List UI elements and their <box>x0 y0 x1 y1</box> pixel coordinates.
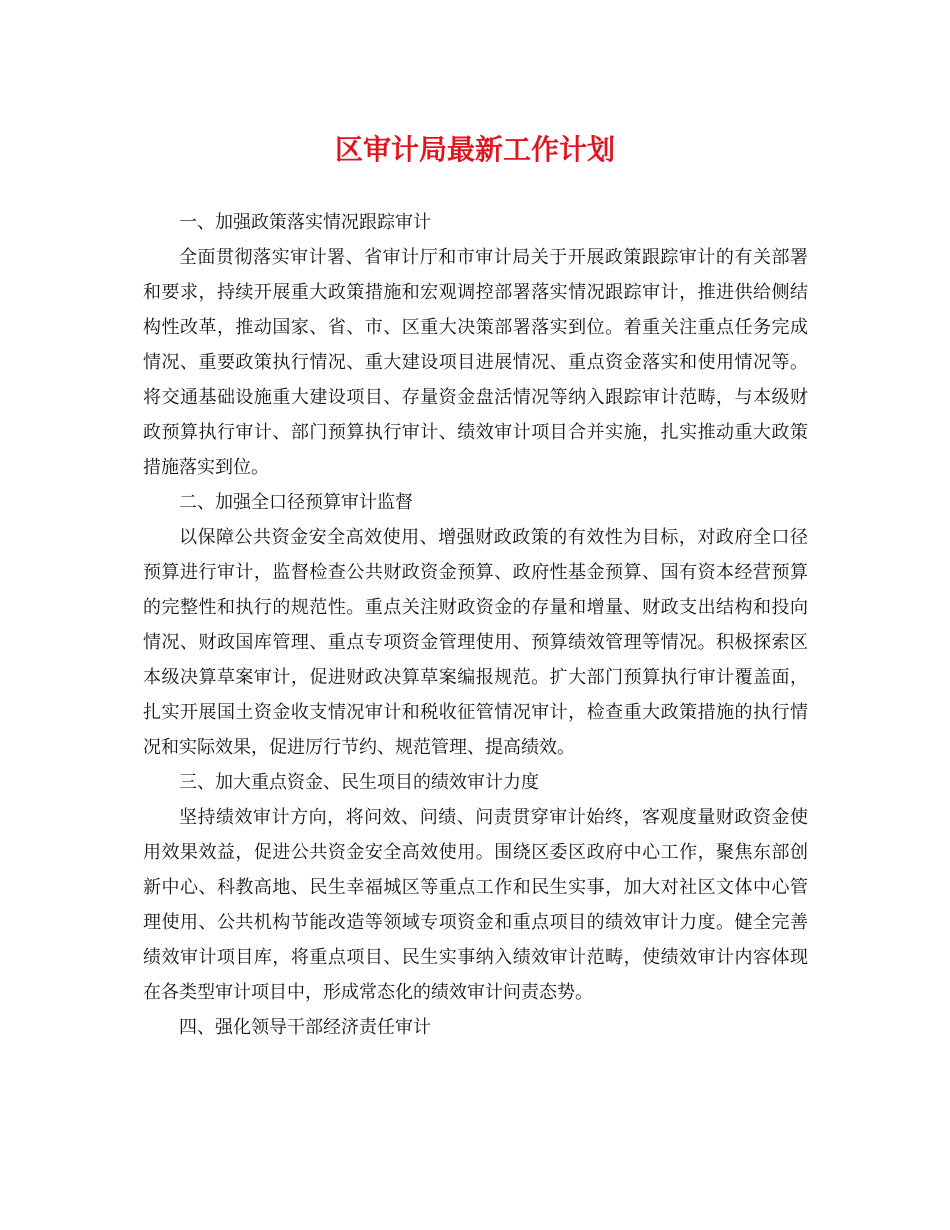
section-paragraph-1: 全面贯彻落实审计署、省审计厅和市审计局关于开展政策跟踪审计的有关部署和要求，持续开展重大政策措施和宏观调控部署落实情况跟踪审计，推进供给侧结构性改革，推动国家、省、市、区重大决策部署落实到位。着重关注重点任务完成情况、重要政策执行情况、重大建设项目进展情况、重点资金落实和使用情况等。将交通基础设施重大建设项目、存量资金盘活情况等纳入跟踪审计范畴，与本级财政预算执行审计、部门预算执行审计、绩效审计项目合并实施，扎实推动重大政策措施落实到位。 <box>143 247 808 478</box>
section-heading-2: 二、加强全口径预算审计监督 <box>179 492 413 513</box>
document-body <box>143 205 808 1045</box>
section-heading-3: 三、加大重点资金、民生项目的绩效审计力度 <box>179 772 539 793</box>
section-heading-4: 四、强化领导干部经济责任审计 <box>179 1017 431 1038</box>
section-paragraph-3: 坚持绩效审计方向，将问效、问绩、问责贯穿审计始终，客观度量财政资金使用效果效益，促进公共资金安全高效使用。围绕区委区政府中心工作，聚焦东部创新中心、科教高地、民生幸福城区等重点工作和民生实事，加大对社区文体中心管理使用、公共机构节能改造等领域专项资金和重点项目的绩效审计力度。健全完善绩效审计项目库，将重点项目、民生实事纳入绩效审计范畴，使绩效审计内容体现在各类型审计项目中，形成常态化的绩效审计问责态势。 <box>143 807 808 1003</box>
document-title: 区审计局最新工作计划 <box>334 133 615 166</box>
section-heading-1: 一、加强政策落实情况跟踪审计 <box>179 212 431 233</box>
section-paragraph-2: 以保障公共资金安全高效使用、增强财政政策的有效性为目标，对政府全口径预算进行审计，监督检查公共财政资金预算、政府性基金预算、国有资本经营预算的完整性和执行的规范性。重点关注财政资金的存量和增量、财政支出结构和投向情况、财政国库管理、重点专项资金管理使用、预算绩效管理等情况。积极探索区本级决算草案审计，促进财政决算草案编报规范。扩大部门预算执行审计覆盖面，扎实开展国土资金收支情况审计和税收征管情况审计，检查重大政策措施的执行情况和实际效果，促进厉行节约、规范管理、提高绩效。 <box>143 527 808 758</box>
